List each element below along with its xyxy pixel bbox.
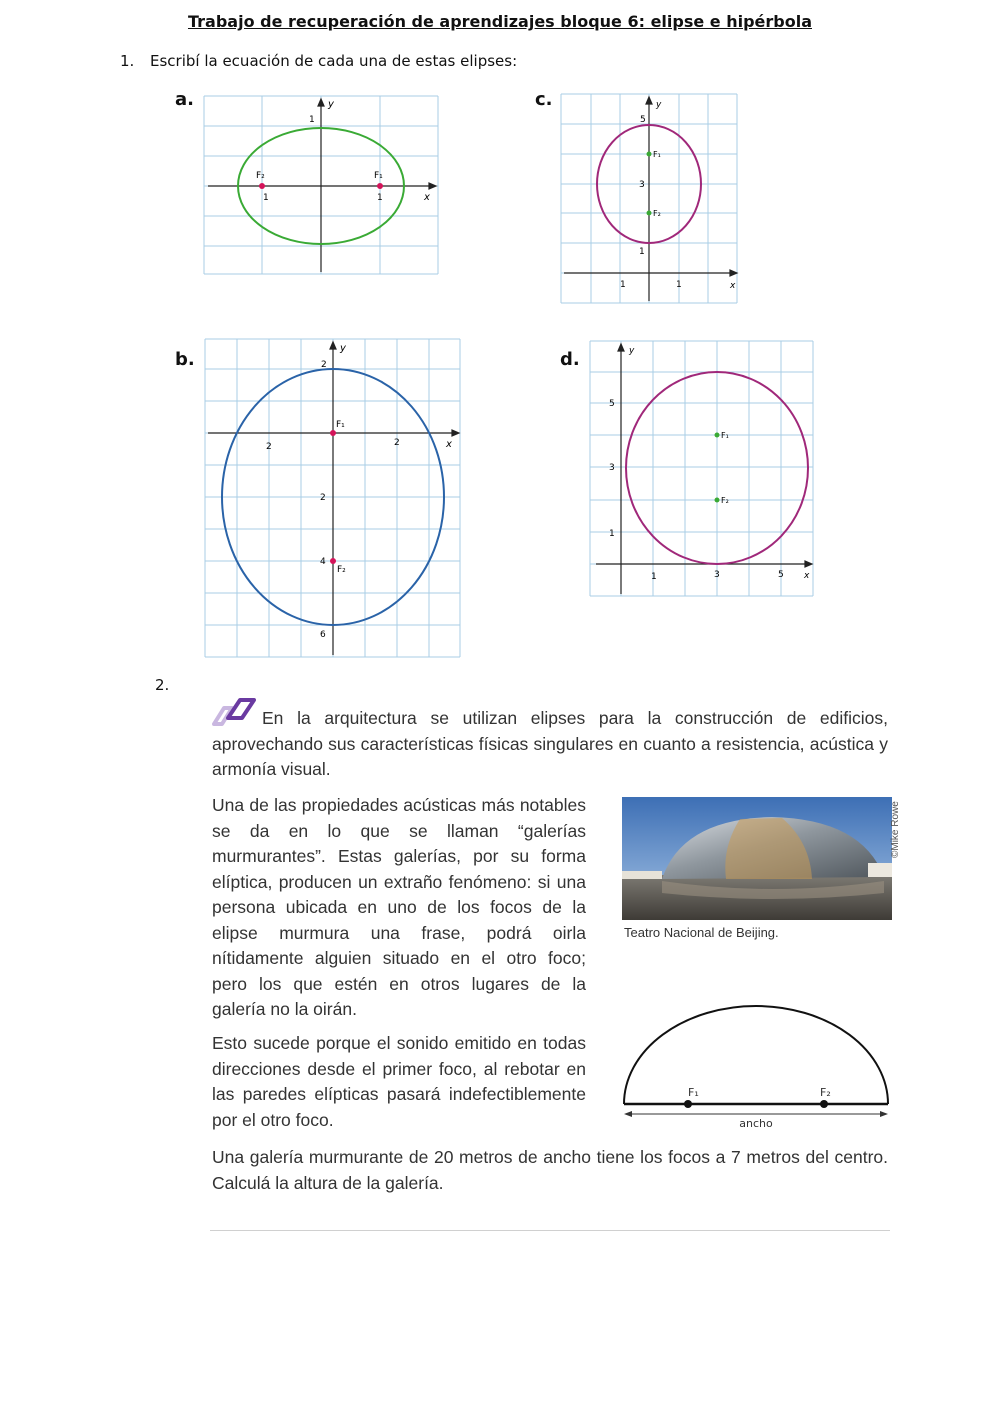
question-1-number: 1.: [120, 52, 135, 70]
page-title: Trabajo de recuperación de aprendizajes bloque 6: elipse e hipérbola: [187, 12, 812, 31]
graph-d-x-tick-1: 1: [651, 572, 657, 582]
gallery-diagram: [618, 1000, 894, 1135]
graph-b-f2-label: F₂: [337, 565, 346, 575]
graph-b-y-tick-2-top: 2: [321, 360, 327, 370]
graph-c-f2-label: F₂: [653, 209, 661, 218]
graph-a-x-tick-right: 1: [377, 193, 383, 203]
graph-a-label: a.: [175, 89, 194, 110]
beijing-theatre-photo: [622, 797, 892, 920]
graph-a-y-label: y: [328, 99, 334, 110]
graph-d-x-tick-3: 3: [714, 570, 720, 580]
graph-c: [558, 92, 741, 306]
graph-d-focus-1: [715, 433, 720, 438]
question-2-problem: Una galería murmurante de 20 metros de ancho tiene los focos a 7 metros del centro. Calculá la altura de la galería.: [212, 1147, 888, 1193]
graph-a-f2-label: F₂: [256, 171, 265, 181]
graph-c-x-label: x: [730, 281, 736, 291]
graph-b-focus-1: [330, 430, 336, 436]
graph-b-y-label: y: [340, 343, 346, 354]
graph-b: [200, 337, 463, 660]
graph-b-x-tick-left: 2: [266, 442, 272, 452]
graph-c-x-tick-right: 1: [676, 280, 682, 290]
graph-b-y-tick-4: 4: [320, 557, 326, 567]
graph-d-y-tick-3: 3: [609, 463, 615, 473]
graph-c-y-label: y: [656, 100, 662, 110]
diagram-focus-1: [684, 1100, 692, 1108]
graph-a-x-label: x: [424, 192, 430, 203]
graph-b-y-tick-6: 6: [320, 630, 326, 640]
graph-c-f1-label: F₁: [653, 150, 661, 159]
graph-c-x-tick-left: 1: [620, 280, 626, 290]
graph-b-y-tick-2: 2: [320, 493, 326, 503]
graph-d-focus-2: [715, 498, 720, 503]
graph-b-focus-2: [330, 558, 336, 564]
graph-c-y-tick-1: 1: [639, 247, 645, 257]
graph-a-focus-2: [259, 183, 265, 189]
graph-c-y-tick-5: 5: [640, 115, 646, 125]
graph-a: [200, 94, 442, 276]
gallery-arch: [624, 1006, 888, 1104]
question-2-number: 2.: [155, 676, 170, 694]
width-label: ancho: [739, 1117, 773, 1130]
question-1-text: Escribí la ecuación de cada una de estas elipses:: [150, 52, 518, 70]
graph-d-y-tick-1: 1: [609, 529, 615, 539]
question-2-intro: [212, 706, 888, 783]
graph-b-label: b.: [175, 349, 195, 370]
photo-credit: ©Mike Rowe: [890, 801, 901, 858]
graph-a-x-tick-left: 1: [263, 193, 269, 203]
diagram-f2-label: F₂: [820, 1086, 831, 1099]
question-2-paragraph-1: Una de las propiedades acústicas más notables se da en lo que se llaman “galerías murmurantes”. Estas galerías, por su forma elíptica, producen un extraño fenómeno: si una persona ubicada en uno de los focos de la elipse murmura una frase, podrá oirla nítidamente alguien situado en el otro foco; pero los que estén en otros lugares de la galería no la oirán.: [212, 795, 586, 1019]
answer-line[interactable]: [210, 1230, 890, 1231]
graph-a-focus-1: [377, 183, 383, 189]
graph-d-x-tick-5: 5: [778, 570, 784, 580]
graph-b-x-label: x: [446, 439, 452, 450]
graph-a-y-tick: 1: [309, 115, 315, 125]
graph-c-focus-1: [647, 152, 652, 157]
graph-a-f1-label: F₁: [374, 171, 383, 181]
question-1: [120, 52, 517, 70]
graph-b-f1-label: F₁: [336, 420, 345, 430]
question-2-intro-text: En la arquitectura se utilizan elipses para la construcción de edificios, aprovechando sus características físicas singulares en cuanto a resistencia, acústica y armonía visual.: [212, 708, 888, 779]
diagram-focus-2: [820, 1100, 828, 1108]
graph-d-y-label: y: [629, 346, 635, 356]
graph-c-label: c.: [535, 89, 553, 110]
photo-caption: Teatro Nacional de Beijing.: [624, 925, 779, 940]
graph-d-y-tick-5: 5: [609, 399, 615, 409]
graph-c-y-tick-3: 3: [639, 180, 645, 190]
graph-d: [588, 339, 816, 599]
graph-d-x-label: x: [804, 571, 810, 581]
graph-d-f2-label: F₂: [721, 496, 729, 505]
question-2-paragraph-2: Esto sucede porque el sonido emitido en todas direcciones desde el primer foco, al rebotar en las paredes elípticas pasará indefectiblemente por el otro foco.: [212, 1033, 586, 1130]
diagram-f1-label: F₁: [688, 1086, 699, 1099]
graph-c-focus-2: [647, 211, 652, 216]
graph-b-x-tick-right: 2: [394, 438, 400, 448]
graph-d-label: d.: [560, 349, 580, 370]
graph-d-f1-label: F₁: [721, 431, 729, 440]
